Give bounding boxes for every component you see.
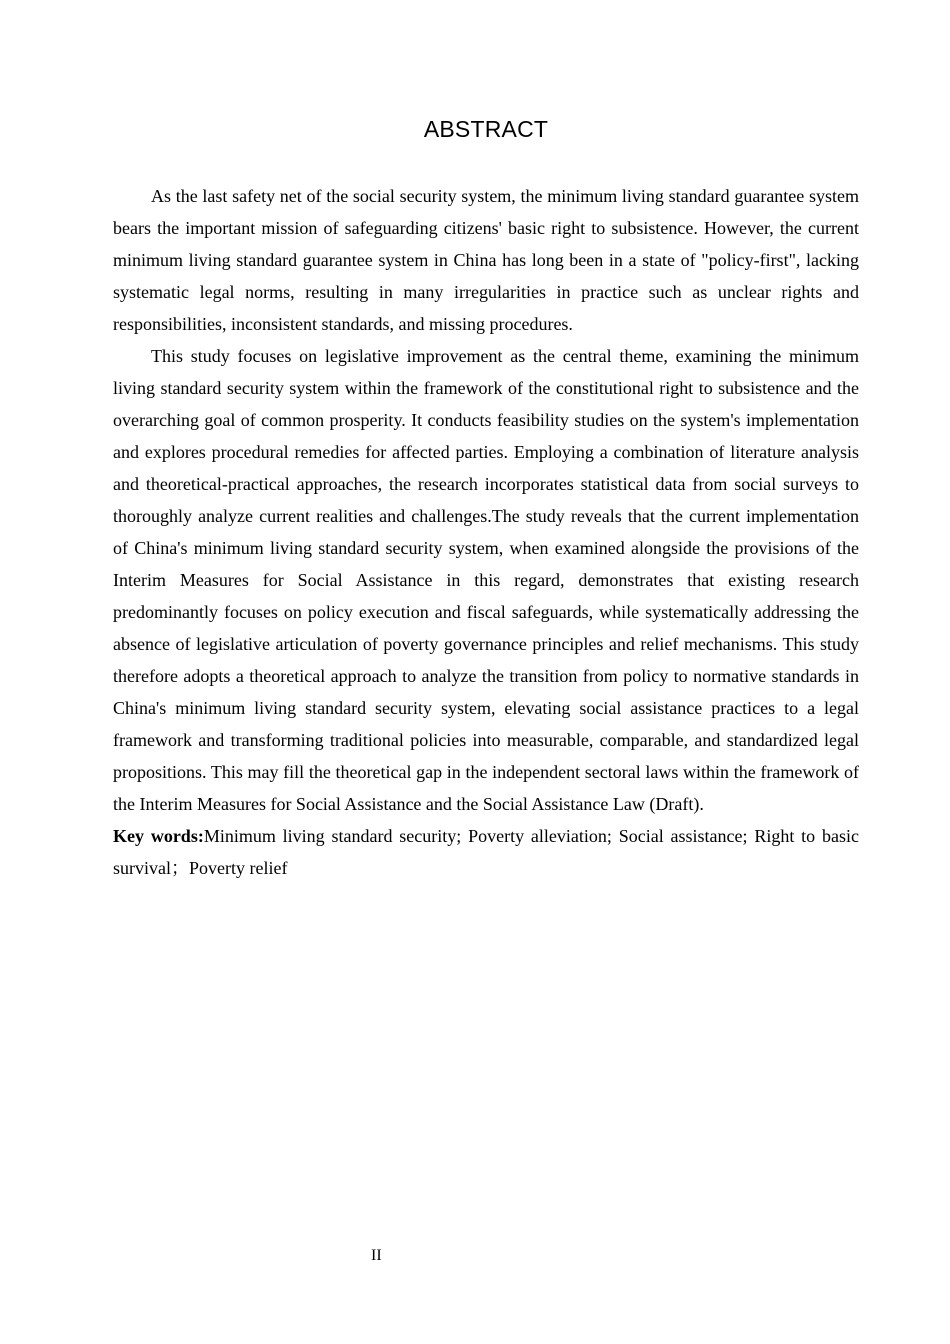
abstract-paragraph-2: This study focuses on legislative improvement as the central theme, examining the minimum living standard security system within the framework of the constitutional right to subsistence and the overarching goal of common prosperity. It conducts feasibility studies on the system's implementation and explores procedural remedies for affected parties. Employing a combination of literature analysis and theoretical-practical approaches, the research incorporates statistical data from social surveys to thoroughly analyze current realities and challenges.The study reveals that the current implementation of China's minimum living standard security system, when examined alongside the provisions of the Interim Measures for Social Assistance in this regard, demonstrates that existing research predominantly focuses on policy execution and fiscal safeguards, while systematically addressing the absence of legislative articulation of poverty governance principles and relief mechanisms. This study therefore adopts a theoretical approach to analyze the transition from policy to normative standards in China's minimum living standard security system, elevating social assistance practices to a legal framework and transforming traditional policies into measurable, comparable, and standardized legal propositions. This may fill the theoretical gap in the independent sectoral laws within the framework of the Interim Measures for Social Assistance and the Social Assistance Law (Draft). [113, 346, 859, 814]
abstract-body [113, 180, 859, 884]
keywords-line [113, 820, 859, 884]
abstract-paragraph-1: As the last safety net of the social security system, the minimum living standard guarantee system bears the important mission of safeguarding citizens' basic right to subsistence. However, the current minimum living standard guarantee system in China has long been in a state of "policy-first", lacking systematic legal norms, resulting in many irregularities in practice such as unclear rights and responsibilities, inconsistent standards, and missing procedures. [113, 186, 859, 334]
keywords-text: Minimum living standard security; Poverty alleviation; Social assistance; Right to basic survival；Poverty relief [113, 826, 859, 878]
keywords-label: Key words: [113, 826, 204, 846]
abstract-title: ABSTRACT [423, 116, 549, 142]
page-number: II [371, 1247, 382, 1264]
